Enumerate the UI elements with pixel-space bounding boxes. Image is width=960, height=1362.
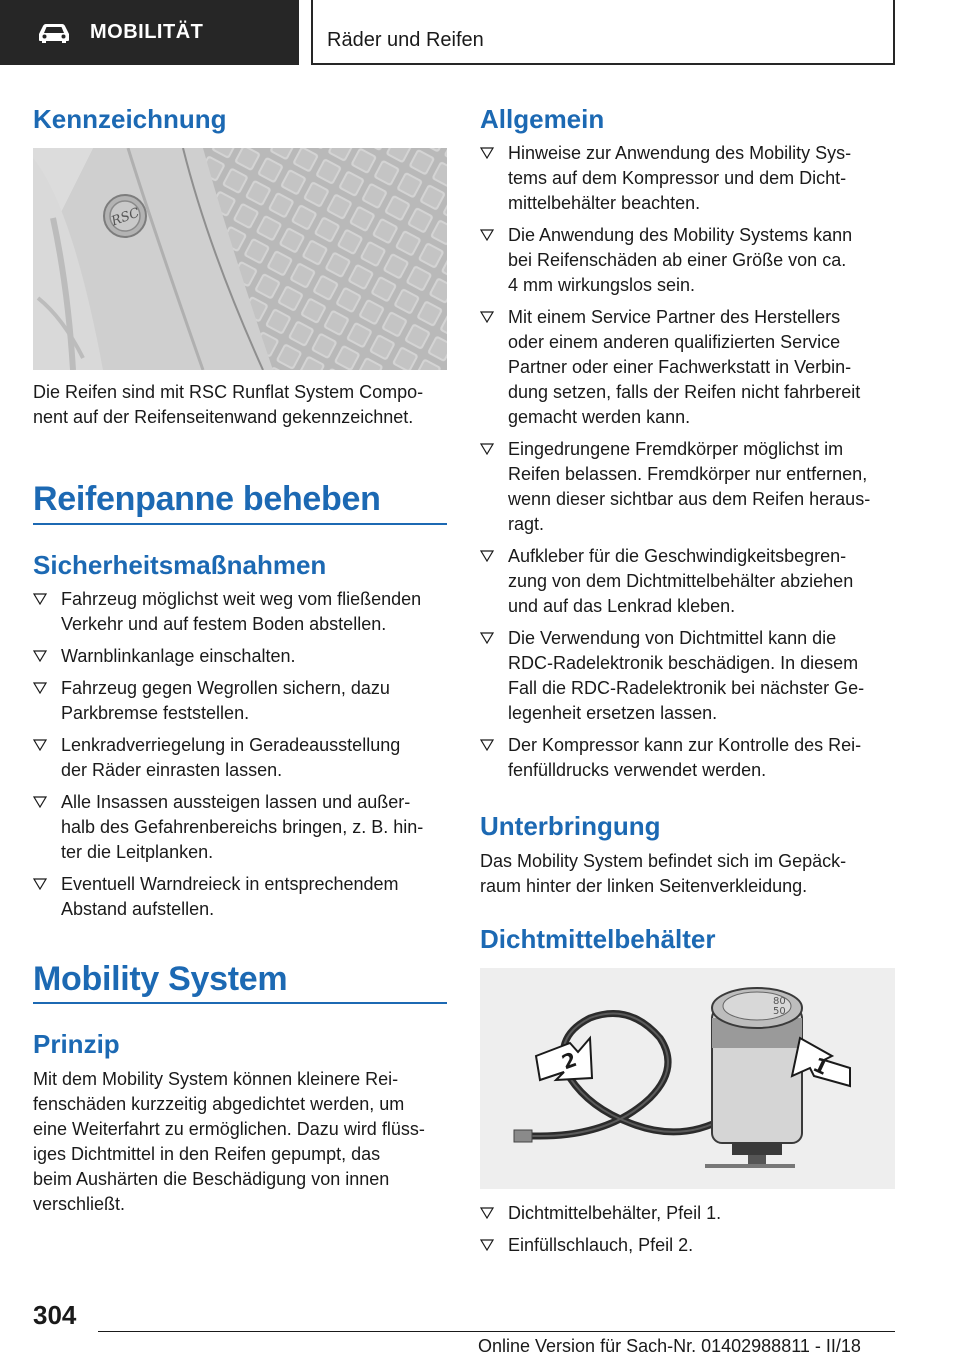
prinzip-paragraph: Mit dem Mobility System können kleinere Rei- fenschäden kurzzeitig abgedichtet werden, um eine Weiterfahrt zu ermöglichen. Dazu wird flüss- iges Dichtmittel in den Reifen gepumpt, das beim Aushärten die Beschädigung von innen verschließt. bbox=[33, 1069, 425, 1214]
bullet-triangle-icon bbox=[480, 311, 494, 323]
heading-allgemein: Allgemein bbox=[480, 104, 605, 134]
heading-dichtmittelbehaelter: Dichtmittelbehälter bbox=[480, 924, 716, 954]
list-item-line: Fall die RDC-Radelektronik bei nächster Ge- bbox=[508, 678, 865, 698]
bullet-triangle-icon bbox=[33, 593, 47, 605]
footer-rule bbox=[98, 1331, 895, 1332]
list-item-line: halb des Gefahrenbereichs bringen, z. B. hin- bbox=[61, 817, 424, 837]
list-item bbox=[33, 587, 473, 637]
list-item-line: bei Reifenschäden ab einer Größe von ca. bbox=[508, 250, 847, 270]
rsc-badge-text: RSC bbox=[109, 205, 142, 230]
sealant-image bbox=[480, 968, 895, 1189]
list-item-line: RDC-Radelektronik beschädigen. In diesem bbox=[508, 653, 859, 673]
heading-kennzeichnung: Kennzeichnung bbox=[33, 104, 227, 134]
list-item-line: Warnblinkanlage einschalten. bbox=[61, 646, 296, 666]
list-item-line: Die Anwendung des Mobility Systems kann bbox=[508, 225, 853, 245]
list-item-line: mittelbehälter beachten. bbox=[508, 193, 701, 213]
bullet-triangle-icon bbox=[33, 682, 47, 694]
list-item bbox=[33, 790, 473, 865]
list-item-line: Der Kompressor kann zur Kontrolle des Rei- bbox=[508, 735, 862, 755]
list-item-line: Mit einem Service Partner des Herstellers bbox=[508, 307, 841, 327]
heading-prinzip: Prinzip bbox=[33, 1029, 120, 1059]
list-item bbox=[480, 733, 920, 783]
list-item bbox=[480, 437, 920, 537]
tire-image bbox=[33, 148, 447, 370]
list-item bbox=[33, 676, 473, 726]
online-version-text: Online Version für Sach-Nr. 01402988811 - II/18 bbox=[478, 1336, 861, 1356]
sealant-illustration bbox=[480, 968, 895, 1189]
section-label: MOBILITÄT bbox=[90, 21, 204, 43]
unterbringung-paragraph: Das Mobility System befindet sich im Gepäck- raum hinter der linken Seitenverkleidung. bbox=[480, 851, 847, 896]
arrow-2-label: 2 bbox=[558, 1047, 580, 1075]
list-item-line: Partner oder einer Fachwerkstatt in Verbin- bbox=[508, 357, 852, 377]
bullet-triangle-icon bbox=[480, 229, 494, 241]
list-item-line: dung setzen, falls der Reifen nicht fahrbereit bbox=[508, 382, 861, 402]
list-item-line: Alle Insassen aussteigen lassen und außer- bbox=[61, 792, 411, 812]
car-icon bbox=[36, 22, 72, 44]
bullet-triangle-icon bbox=[33, 739, 47, 751]
bullet-triangle-icon bbox=[480, 632, 494, 644]
list-item-line: fenfülldrucks verwendet werden. bbox=[508, 760, 767, 780]
bullet-triangle-icon bbox=[33, 650, 47, 662]
bottle-label-top: 80 bbox=[773, 996, 786, 1007]
bottle-label-bottom: 50 bbox=[773, 1006, 786, 1017]
list-item-line: 4 mm wirkungslos sein. bbox=[508, 275, 696, 295]
bullet-triangle-icon bbox=[480, 1239, 494, 1251]
list-item bbox=[480, 223, 920, 298]
list-item bbox=[480, 1201, 920, 1226]
list-item-line: zung von dem Dichtmittelbehälter abziehen bbox=[508, 571, 854, 591]
list-item bbox=[33, 872, 473, 922]
list-item-line: Parkbremse feststellen. bbox=[61, 703, 250, 723]
heading-sicherheit: Sicherheitsmaßnahmen bbox=[33, 550, 327, 580]
list-item-line: Fahrzeug möglichst weit weg vom fließenden bbox=[61, 589, 422, 609]
list-item-line: Lenkradverriegelung in Geradeausstellung bbox=[61, 735, 401, 755]
list-item-line: legenheit ersetzen lassen. bbox=[508, 703, 718, 723]
list-item-line: Verkehr und auf festem Boden abstellen. bbox=[61, 614, 387, 634]
list-item-line: und auf das Lenkrad kleben. bbox=[508, 596, 736, 616]
bullet-triangle-icon bbox=[33, 796, 47, 808]
heading-rule bbox=[33, 1002, 447, 1004]
list-item-line: wenn dieser sichtbar aus dem Reifen heraus- bbox=[508, 489, 871, 509]
list-item bbox=[480, 305, 920, 430]
tire-caption: Die Reifen sind mit RSC Runflat System Compo- nent auf der Reifenseitenwand gekennzeichnet. bbox=[33, 382, 424, 427]
list-item-line: Eventuell Warndreieck in entsprechendem bbox=[61, 874, 399, 894]
tire-illustration bbox=[33, 148, 447, 370]
list-item-line: Reifen belassen. Fremdkörper nur entfernen, bbox=[508, 464, 868, 484]
list-item-line: Hinweise zur Anwendung des Mobility Sys- bbox=[508, 143, 852, 163]
bullet-triangle-icon bbox=[480, 1207, 494, 1219]
list-item-line: oder einem anderen qualifizierten Service bbox=[508, 332, 841, 352]
list-item-line: gemacht werden kann. bbox=[508, 407, 691, 427]
bullet-triangle-icon bbox=[480, 147, 494, 159]
heading-mobility-system: Mobility System bbox=[33, 960, 288, 998]
list-item-line: Einfüllschlauch, Pfeil 2. bbox=[508, 1235, 694, 1255]
page-number: 304 bbox=[33, 1300, 77, 1330]
list-item-line: tems auf dem Kompressor und dem Dicht- bbox=[508, 168, 847, 188]
list-item bbox=[480, 1233, 920, 1258]
arrow-1-label: 1 bbox=[809, 1052, 833, 1080]
heading-rule bbox=[33, 523, 447, 525]
bullet-triangle-icon bbox=[480, 443, 494, 455]
chapter-header bbox=[311, 0, 895, 65]
heading-reifenpanne: Reifenpanne beheben bbox=[33, 480, 381, 518]
list-item bbox=[480, 544, 920, 619]
bullet-triangle-icon bbox=[480, 550, 494, 562]
list-item-line: Dichtmittelbehälter, Pfeil 1. bbox=[508, 1203, 722, 1223]
bullet-triangle-icon bbox=[33, 878, 47, 890]
list-item-line: Aufkleber für die Geschwindigkeitsbegren- bbox=[508, 546, 847, 566]
list-item bbox=[480, 626, 920, 726]
list-item bbox=[480, 141, 920, 216]
list-item-line: der Räder einrasten lassen. bbox=[61, 760, 283, 780]
bullet-triangle-icon bbox=[480, 739, 494, 751]
list-item bbox=[33, 733, 473, 783]
list-item-line: ter die Leitplanken. bbox=[61, 842, 214, 862]
heading-unterbringung: Unterbringung bbox=[480, 811, 661, 841]
list-item-line: Abstand aufstellen. bbox=[61, 899, 215, 919]
list-item-line: Fahrzeug gegen Wegrollen sichern, dazu bbox=[61, 678, 390, 698]
list-item-line: Eingedrungene Fremdkörper möglichst im bbox=[508, 439, 844, 459]
list-item-line: Die Verwendung von Dichtmittel kann die bbox=[508, 628, 837, 648]
list-item-line: ragt. bbox=[508, 514, 545, 534]
chapter-title: Räder und Reifen bbox=[327, 29, 484, 51]
section-tab bbox=[0, 0, 299, 65]
list-item bbox=[33, 644, 473, 669]
